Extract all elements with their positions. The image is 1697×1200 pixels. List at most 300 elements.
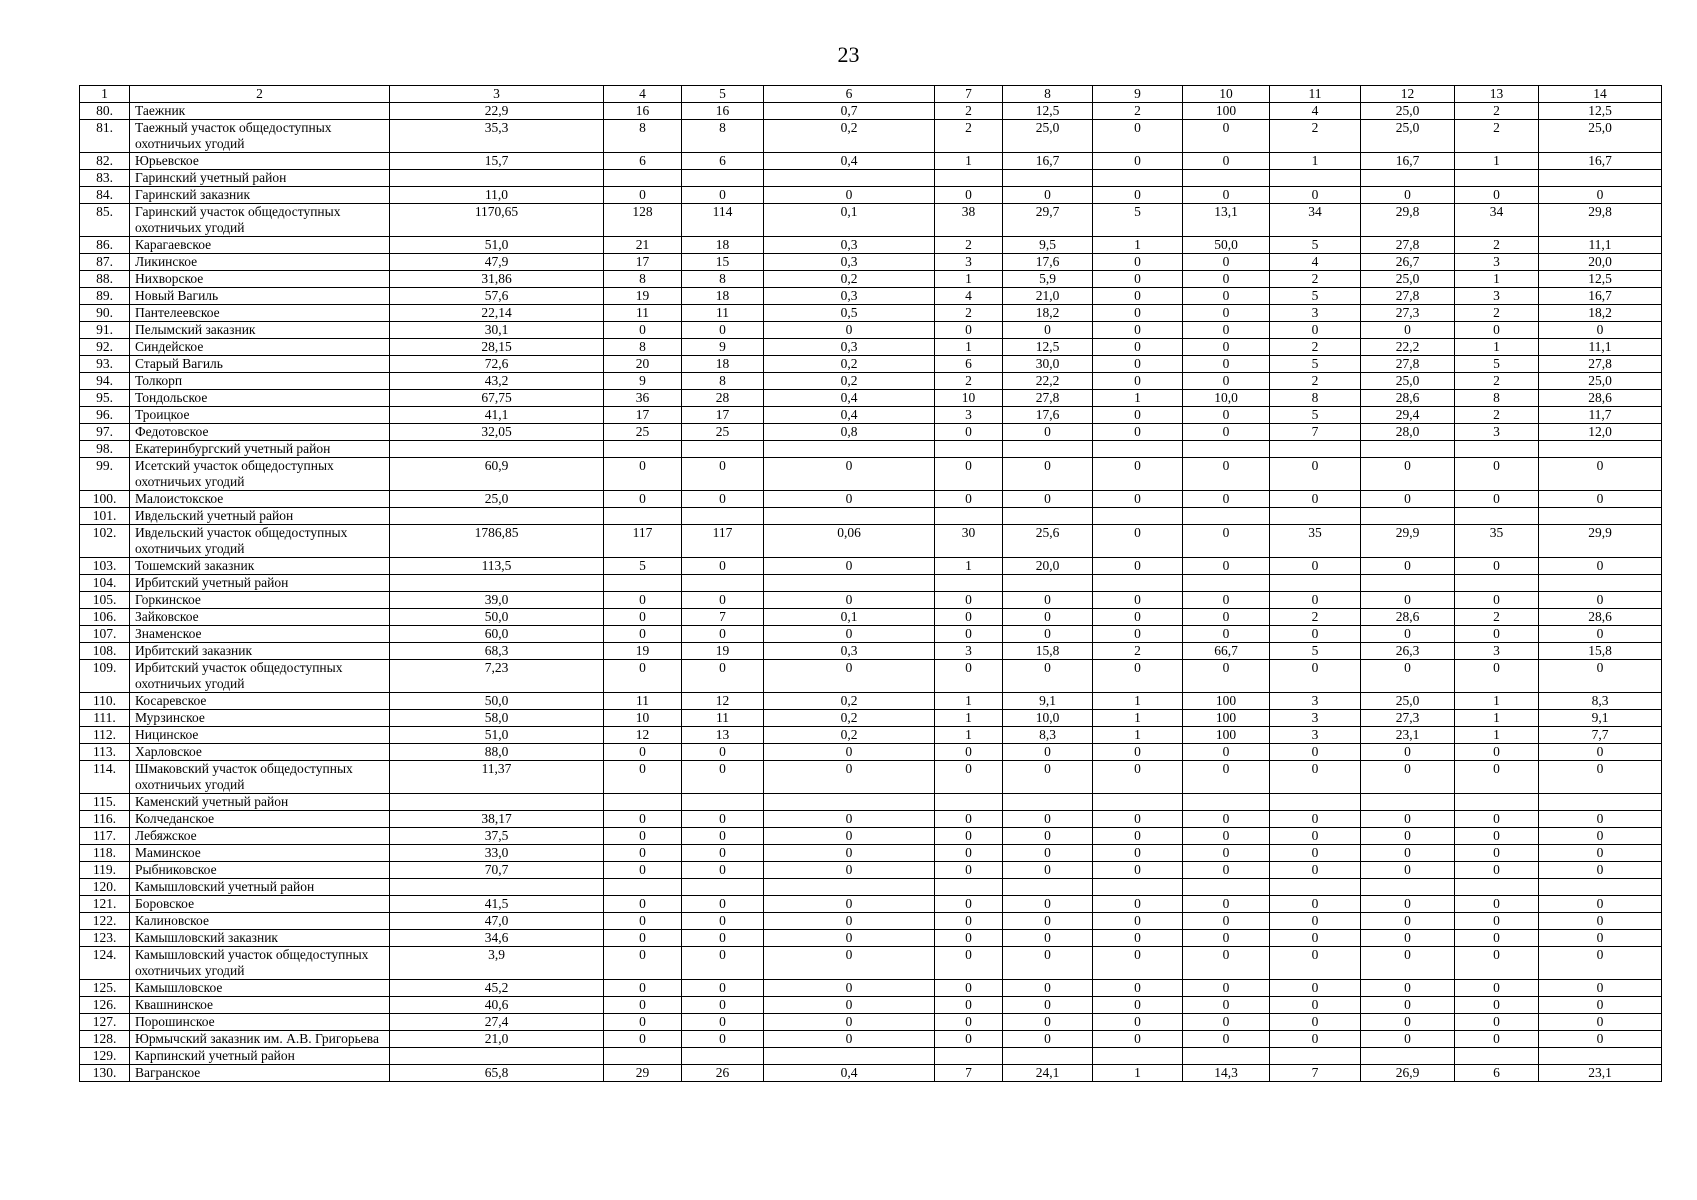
value-cell bbox=[1270, 508, 1361, 525]
value-cell: 0 bbox=[935, 761, 1003, 794]
value-cell: 0 bbox=[1003, 761, 1093, 794]
value-cell: 0 bbox=[1539, 980, 1662, 997]
value-cell: 0 bbox=[1539, 744, 1662, 761]
row-number-cell: 83. bbox=[80, 170, 130, 187]
value-cell: 3 bbox=[1455, 254, 1539, 271]
value-cell: 0 bbox=[604, 896, 682, 913]
value-cell: 23,1 bbox=[1539, 1065, 1662, 1082]
value-cell: 2 bbox=[1270, 339, 1361, 356]
value-cell: 0 bbox=[604, 626, 682, 643]
value-cell: 0 bbox=[1183, 1014, 1270, 1031]
value-cell: 0 bbox=[1003, 660, 1093, 693]
row-name-cell: Харловское bbox=[130, 744, 390, 761]
value-cell: 0 bbox=[682, 187, 764, 204]
value-cell: 11,1 bbox=[1539, 237, 1662, 254]
value-cell bbox=[1003, 794, 1093, 811]
row-number-cell: 96. bbox=[80, 407, 130, 424]
value-cell bbox=[1093, 575, 1183, 592]
row-name-cell: Боровское bbox=[130, 896, 390, 913]
row-name-cell: Синдейское bbox=[130, 339, 390, 356]
value-cell: 0 bbox=[682, 660, 764, 693]
value-cell: 0 bbox=[1539, 491, 1662, 508]
value-cell: 2 bbox=[1455, 373, 1539, 390]
value-cell: 0 bbox=[1183, 339, 1270, 356]
row-number-cell: 106. bbox=[80, 609, 130, 626]
value-cell bbox=[604, 441, 682, 458]
row-name-cell: Новый Вагиль bbox=[130, 288, 390, 305]
row-number-cell: 121. bbox=[80, 896, 130, 913]
value-cell: 0 bbox=[1270, 558, 1361, 575]
value-cell: 0 bbox=[1003, 424, 1093, 441]
value-cell: 60,9 bbox=[390, 458, 604, 491]
table-row bbox=[80, 1014, 1662, 1031]
value-cell: 70,7 bbox=[390, 862, 604, 879]
value-cell: 2 bbox=[1270, 271, 1361, 288]
value-cell: 11,7 bbox=[1539, 407, 1662, 424]
value-cell: 0 bbox=[1183, 322, 1270, 339]
row-number-cell: 109. bbox=[80, 660, 130, 693]
value-cell: 0 bbox=[1093, 525, 1183, 558]
value-cell: 0,7 bbox=[764, 103, 935, 120]
value-cell: 0,2 bbox=[764, 693, 935, 710]
row-name-cell: Троицкое bbox=[130, 407, 390, 424]
value-cell: 0 bbox=[764, 1014, 935, 1031]
row-name-cell: Вагранское bbox=[130, 1065, 390, 1082]
value-cell bbox=[1361, 575, 1455, 592]
value-cell: 16 bbox=[682, 103, 764, 120]
value-cell: 0 bbox=[1003, 980, 1093, 997]
table-row bbox=[80, 980, 1662, 997]
value-cell: 5,9 bbox=[1003, 271, 1093, 288]
row-name-cell: Знаменское bbox=[130, 626, 390, 643]
value-cell: 0 bbox=[1361, 660, 1455, 693]
table-row bbox=[80, 575, 1662, 592]
row-name-cell: Тондольское bbox=[130, 390, 390, 407]
value-cell: 0 bbox=[1455, 558, 1539, 575]
value-cell: 0 bbox=[1183, 930, 1270, 947]
value-cell: 0 bbox=[1093, 187, 1183, 204]
value-cell: 0 bbox=[1093, 660, 1183, 693]
value-cell: 0,3 bbox=[764, 254, 935, 271]
value-cell: 0 bbox=[1361, 626, 1455, 643]
value-cell: 26,7 bbox=[1361, 254, 1455, 271]
value-cell: 23,1 bbox=[1361, 727, 1455, 744]
value-cell: 0 bbox=[1361, 1031, 1455, 1048]
value-cell: 0 bbox=[764, 761, 935, 794]
value-cell: 8 bbox=[1455, 390, 1539, 407]
value-cell: 0 bbox=[1183, 896, 1270, 913]
value-cell: 12,5 bbox=[1539, 103, 1662, 120]
value-cell: 17 bbox=[604, 254, 682, 271]
table-row bbox=[80, 896, 1662, 913]
value-cell bbox=[1270, 441, 1361, 458]
value-cell: 0 bbox=[682, 947, 764, 980]
value-cell: 0 bbox=[1003, 997, 1093, 1014]
value-cell bbox=[390, 508, 604, 525]
value-cell: 0 bbox=[764, 558, 935, 575]
value-cell: 0 bbox=[1270, 828, 1361, 845]
column-number-cell: 5 bbox=[682, 86, 764, 103]
value-cell: 0 bbox=[1183, 1031, 1270, 1048]
value-cell: 0 bbox=[604, 744, 682, 761]
value-cell: 0 bbox=[764, 187, 935, 204]
value-cell: 2 bbox=[1455, 103, 1539, 120]
value-cell: 0 bbox=[1270, 660, 1361, 693]
value-cell: 66,7 bbox=[1183, 643, 1270, 660]
value-cell: 0 bbox=[1003, 609, 1093, 626]
value-cell bbox=[1003, 1048, 1093, 1065]
row-name-cell: Исетский участок общедоступных охотничьих угодий bbox=[130, 458, 390, 491]
value-cell: 0 bbox=[1093, 288, 1183, 305]
row-name-cell: Камышловское bbox=[130, 980, 390, 997]
column-number-cell: 7 bbox=[935, 86, 1003, 103]
value-cell bbox=[682, 441, 764, 458]
value-cell: 0 bbox=[1455, 491, 1539, 508]
row-name-cell: Таежный участок общедоступных охотничьих угодий bbox=[130, 120, 390, 153]
value-cell: 0 bbox=[1539, 862, 1662, 879]
value-cell: 9 bbox=[604, 373, 682, 390]
value-cell bbox=[1455, 879, 1539, 896]
value-cell: 0 bbox=[1270, 913, 1361, 930]
value-cell: 0 bbox=[604, 609, 682, 626]
value-cell: 27,8 bbox=[1539, 356, 1662, 373]
value-cell: 0 bbox=[1455, 187, 1539, 204]
value-cell: 1 bbox=[1455, 710, 1539, 727]
row-name-cell: Нихворское bbox=[130, 271, 390, 288]
value-cell: 5 bbox=[1455, 356, 1539, 373]
value-cell bbox=[390, 170, 604, 187]
table-row bbox=[80, 373, 1662, 390]
value-cell: 2 bbox=[935, 120, 1003, 153]
value-cell: 1 bbox=[1455, 153, 1539, 170]
value-cell: 0 bbox=[1539, 1031, 1662, 1048]
value-cell: 0 bbox=[1093, 913, 1183, 930]
value-cell: 0 bbox=[604, 322, 682, 339]
table-row bbox=[80, 390, 1662, 407]
value-cell: 0 bbox=[1093, 120, 1183, 153]
value-cell: 0 bbox=[935, 862, 1003, 879]
value-cell: 0 bbox=[1539, 930, 1662, 947]
value-cell: 0 bbox=[1455, 845, 1539, 862]
value-cell: 100 bbox=[1183, 693, 1270, 710]
value-cell: 0 bbox=[1270, 626, 1361, 643]
value-cell: 0 bbox=[682, 592, 764, 609]
value-cell bbox=[1093, 1048, 1183, 1065]
value-cell bbox=[1539, 575, 1662, 592]
value-cell: 9,1 bbox=[1539, 710, 1662, 727]
value-cell: 0 bbox=[1183, 947, 1270, 980]
value-cell: 0 bbox=[935, 980, 1003, 997]
value-cell: 0 bbox=[682, 811, 764, 828]
row-number-cell: 123. bbox=[80, 930, 130, 947]
value-cell: 0 bbox=[1361, 322, 1455, 339]
value-cell: 0 bbox=[1361, 930, 1455, 947]
value-cell bbox=[1093, 794, 1183, 811]
value-cell bbox=[604, 170, 682, 187]
value-cell: 25,0 bbox=[390, 491, 604, 508]
table-row bbox=[80, 1031, 1662, 1048]
value-cell: 0 bbox=[1270, 1031, 1361, 1048]
value-cell: 0 bbox=[1093, 744, 1183, 761]
value-cell: 19 bbox=[604, 288, 682, 305]
page-number: 23 bbox=[837, 42, 860, 67]
value-cell: 0,2 bbox=[764, 120, 935, 153]
value-cell: 0 bbox=[1539, 626, 1662, 643]
value-cell: 117 bbox=[604, 525, 682, 558]
value-cell: 3 bbox=[1270, 727, 1361, 744]
value-cell: 0 bbox=[1361, 187, 1455, 204]
value-cell: 29 bbox=[604, 1065, 682, 1082]
value-cell: 50,0 bbox=[1183, 237, 1270, 254]
value-cell: 27,3 bbox=[1361, 710, 1455, 727]
value-cell: 0 bbox=[1539, 896, 1662, 913]
value-cell: 1 bbox=[935, 693, 1003, 710]
value-cell: 3 bbox=[1270, 305, 1361, 322]
row-name-cell: Ирбитский заказник bbox=[130, 643, 390, 660]
table-row bbox=[80, 424, 1662, 441]
value-cell: 8 bbox=[604, 271, 682, 288]
value-cell: 16,7 bbox=[1361, 153, 1455, 170]
value-cell: 0 bbox=[1093, 609, 1183, 626]
row-name-cell: Зайковское bbox=[130, 609, 390, 626]
value-cell: 6 bbox=[682, 153, 764, 170]
value-cell: 0 bbox=[1183, 407, 1270, 424]
row-number-cell: 92. bbox=[80, 339, 130, 356]
value-cell bbox=[390, 441, 604, 458]
value-cell: 12 bbox=[682, 693, 764, 710]
table-row bbox=[80, 727, 1662, 744]
row-number-cell: 105. bbox=[80, 592, 130, 609]
value-cell: 0 bbox=[1455, 980, 1539, 997]
value-cell: 0 bbox=[764, 322, 935, 339]
value-cell: 28,6 bbox=[1539, 390, 1662, 407]
row-name-cell: Камышловский участок общедоступных охотничьих угодий bbox=[130, 947, 390, 980]
table-row bbox=[80, 407, 1662, 424]
value-cell: 0 bbox=[935, 896, 1003, 913]
value-cell: 10 bbox=[935, 390, 1003, 407]
value-cell: 0,3 bbox=[764, 339, 935, 356]
value-cell bbox=[764, 1048, 935, 1065]
value-cell: 0 bbox=[764, 811, 935, 828]
value-cell: 0 bbox=[935, 424, 1003, 441]
value-cell bbox=[1093, 441, 1183, 458]
value-cell: 39,0 bbox=[390, 592, 604, 609]
value-cell: 0 bbox=[1270, 930, 1361, 947]
row-name-cell: Тошемский заказник bbox=[130, 558, 390, 575]
value-cell: 0 bbox=[935, 491, 1003, 508]
value-cell: 50,0 bbox=[390, 693, 604, 710]
value-cell: 0 bbox=[1361, 558, 1455, 575]
value-cell: 41,5 bbox=[390, 896, 604, 913]
value-cell: 0 bbox=[935, 660, 1003, 693]
value-cell: 7 bbox=[935, 1065, 1003, 1082]
value-cell: 0 bbox=[1455, 1031, 1539, 1048]
value-cell: 1 bbox=[1093, 710, 1183, 727]
value-cell: 0 bbox=[604, 997, 682, 1014]
value-cell bbox=[1361, 508, 1455, 525]
value-cell: 0 bbox=[764, 744, 935, 761]
row-name-cell: Екатеринбургский учетный район bbox=[130, 441, 390, 458]
value-cell: 3 bbox=[1270, 693, 1361, 710]
value-cell: 0 bbox=[1455, 592, 1539, 609]
value-cell: 2 bbox=[1093, 643, 1183, 660]
row-name-cell: Старый Вагиль bbox=[130, 356, 390, 373]
row-number-cell: 116. bbox=[80, 811, 130, 828]
value-cell: 0 bbox=[604, 660, 682, 693]
row-number-cell: 102. bbox=[80, 525, 130, 558]
value-cell: 2 bbox=[1455, 305, 1539, 322]
value-cell: 12,5 bbox=[1003, 103, 1093, 120]
value-cell: 0 bbox=[1003, 1014, 1093, 1031]
value-cell: 0 bbox=[1270, 322, 1361, 339]
table-row bbox=[80, 254, 1662, 271]
value-cell: 0 bbox=[1270, 592, 1361, 609]
value-cell bbox=[764, 794, 935, 811]
value-cell: 0 bbox=[682, 862, 764, 879]
value-cell: 41,1 bbox=[390, 407, 604, 424]
value-cell: 35 bbox=[1455, 525, 1539, 558]
value-cell: 0 bbox=[1270, 997, 1361, 1014]
value-cell: 38,17 bbox=[390, 811, 604, 828]
row-number-cell: 111. bbox=[80, 710, 130, 727]
value-cell: 0 bbox=[1183, 288, 1270, 305]
value-cell: 0 bbox=[1093, 626, 1183, 643]
value-cell bbox=[764, 575, 935, 592]
value-cell: 1786,85 bbox=[390, 525, 604, 558]
value-cell: 18,2 bbox=[1003, 305, 1093, 322]
row-name-cell: Лебяжское bbox=[130, 828, 390, 845]
value-cell: 0 bbox=[1093, 997, 1183, 1014]
table-row bbox=[80, 609, 1662, 626]
value-cell: 11 bbox=[604, 305, 682, 322]
value-cell: 1 bbox=[935, 271, 1003, 288]
column-number-cell: 10 bbox=[1183, 86, 1270, 103]
value-cell: 1170,65 bbox=[390, 204, 604, 237]
value-cell: 7 bbox=[1270, 424, 1361, 441]
value-cell: 0 bbox=[935, 828, 1003, 845]
value-cell: 7,7 bbox=[1539, 727, 1662, 744]
value-cell: 25 bbox=[682, 424, 764, 441]
value-cell: 0 bbox=[935, 947, 1003, 980]
value-cell: 2 bbox=[1455, 237, 1539, 254]
value-cell: 100 bbox=[1183, 727, 1270, 744]
value-cell: 15,7 bbox=[390, 153, 604, 170]
value-cell: 0 bbox=[604, 458, 682, 491]
value-cell: 68,3 bbox=[390, 643, 604, 660]
value-cell: 2 bbox=[935, 305, 1003, 322]
row-name-cell: Малоистокское bbox=[130, 491, 390, 508]
value-cell: 0 bbox=[1093, 153, 1183, 170]
value-cell: 0 bbox=[1003, 491, 1093, 508]
row-number-cell: 94. bbox=[80, 373, 130, 390]
value-cell: 113,5 bbox=[390, 558, 604, 575]
value-cell: 100 bbox=[1183, 103, 1270, 120]
value-cell: 0 bbox=[682, 896, 764, 913]
column-number-cell: 3 bbox=[390, 86, 604, 103]
value-cell: 0 bbox=[1003, 862, 1093, 879]
value-cell: 0 bbox=[1183, 271, 1270, 288]
row-name-cell: Юрмычский заказник им. А.В. Григорьева bbox=[130, 1031, 390, 1048]
value-cell: 0 bbox=[1183, 811, 1270, 828]
value-cell: 0 bbox=[1539, 997, 1662, 1014]
row-number-cell: 107. bbox=[80, 626, 130, 643]
table-row bbox=[80, 693, 1662, 710]
value-cell: 25,0 bbox=[1361, 373, 1455, 390]
table-row bbox=[80, 913, 1662, 930]
table-row bbox=[80, 491, 1662, 508]
value-cell: 0 bbox=[682, 761, 764, 794]
value-cell: 9 bbox=[682, 339, 764, 356]
value-cell: 0,2 bbox=[764, 271, 935, 288]
table-row bbox=[80, 441, 1662, 458]
value-cell: 57,6 bbox=[390, 288, 604, 305]
value-cell: 0 bbox=[1093, 761, 1183, 794]
value-cell: 3 bbox=[1270, 710, 1361, 727]
value-cell: 0 bbox=[1270, 491, 1361, 508]
value-cell: 2 bbox=[1270, 120, 1361, 153]
table-row bbox=[80, 626, 1662, 643]
value-cell: 2 bbox=[1270, 373, 1361, 390]
value-cell bbox=[390, 879, 604, 896]
value-cell bbox=[1003, 441, 1093, 458]
value-cell: 0 bbox=[1003, 828, 1093, 845]
value-cell: 8 bbox=[682, 271, 764, 288]
value-cell: 0 bbox=[935, 845, 1003, 862]
row-number-cell: 113. bbox=[80, 744, 130, 761]
row-name-cell: Гаринский заказник bbox=[130, 187, 390, 204]
value-cell: 5 bbox=[604, 558, 682, 575]
value-cell bbox=[604, 1048, 682, 1065]
column-number-cell: 9 bbox=[1093, 86, 1183, 103]
value-cell: 27,8 bbox=[1003, 390, 1093, 407]
value-cell: 5 bbox=[1270, 407, 1361, 424]
table-row bbox=[80, 879, 1662, 896]
value-cell: 3 bbox=[935, 407, 1003, 424]
value-cell bbox=[935, 1048, 1003, 1065]
value-cell: 0 bbox=[764, 458, 935, 491]
value-cell: 0 bbox=[1361, 592, 1455, 609]
value-cell: 8,3 bbox=[1003, 727, 1093, 744]
value-cell: 0 bbox=[1361, 811, 1455, 828]
row-name-cell: Колчеданское bbox=[130, 811, 390, 828]
table-row bbox=[80, 458, 1662, 491]
value-cell: 0 bbox=[1183, 525, 1270, 558]
value-cell: 0 bbox=[1003, 744, 1093, 761]
value-cell: 22,2 bbox=[1003, 373, 1093, 390]
value-cell: 65,8 bbox=[390, 1065, 604, 1082]
value-cell bbox=[1183, 575, 1270, 592]
value-cell: 0 bbox=[1093, 491, 1183, 508]
value-cell: 1 bbox=[935, 710, 1003, 727]
row-name-cell: Пантелеевское bbox=[130, 305, 390, 322]
value-cell bbox=[764, 441, 935, 458]
row-name-cell: Ирбитский участок общедоступных охотничьих угодий bbox=[130, 660, 390, 693]
row-name-cell: Мурзинское bbox=[130, 710, 390, 727]
value-cell: 2 bbox=[1093, 103, 1183, 120]
value-cell: 0 bbox=[604, 811, 682, 828]
value-cell: 0 bbox=[682, 845, 764, 862]
value-cell: 28,6 bbox=[1361, 390, 1455, 407]
value-cell: 1 bbox=[935, 339, 1003, 356]
row-number-cell: 93. bbox=[80, 356, 130, 373]
value-cell: 0 bbox=[604, 1014, 682, 1031]
value-cell: 0 bbox=[1455, 322, 1539, 339]
value-cell: 0 bbox=[1183, 491, 1270, 508]
value-cell: 0 bbox=[1455, 896, 1539, 913]
value-cell bbox=[1539, 508, 1662, 525]
row-number-cell: 119. bbox=[80, 862, 130, 879]
value-cell: 0 bbox=[1093, 407, 1183, 424]
